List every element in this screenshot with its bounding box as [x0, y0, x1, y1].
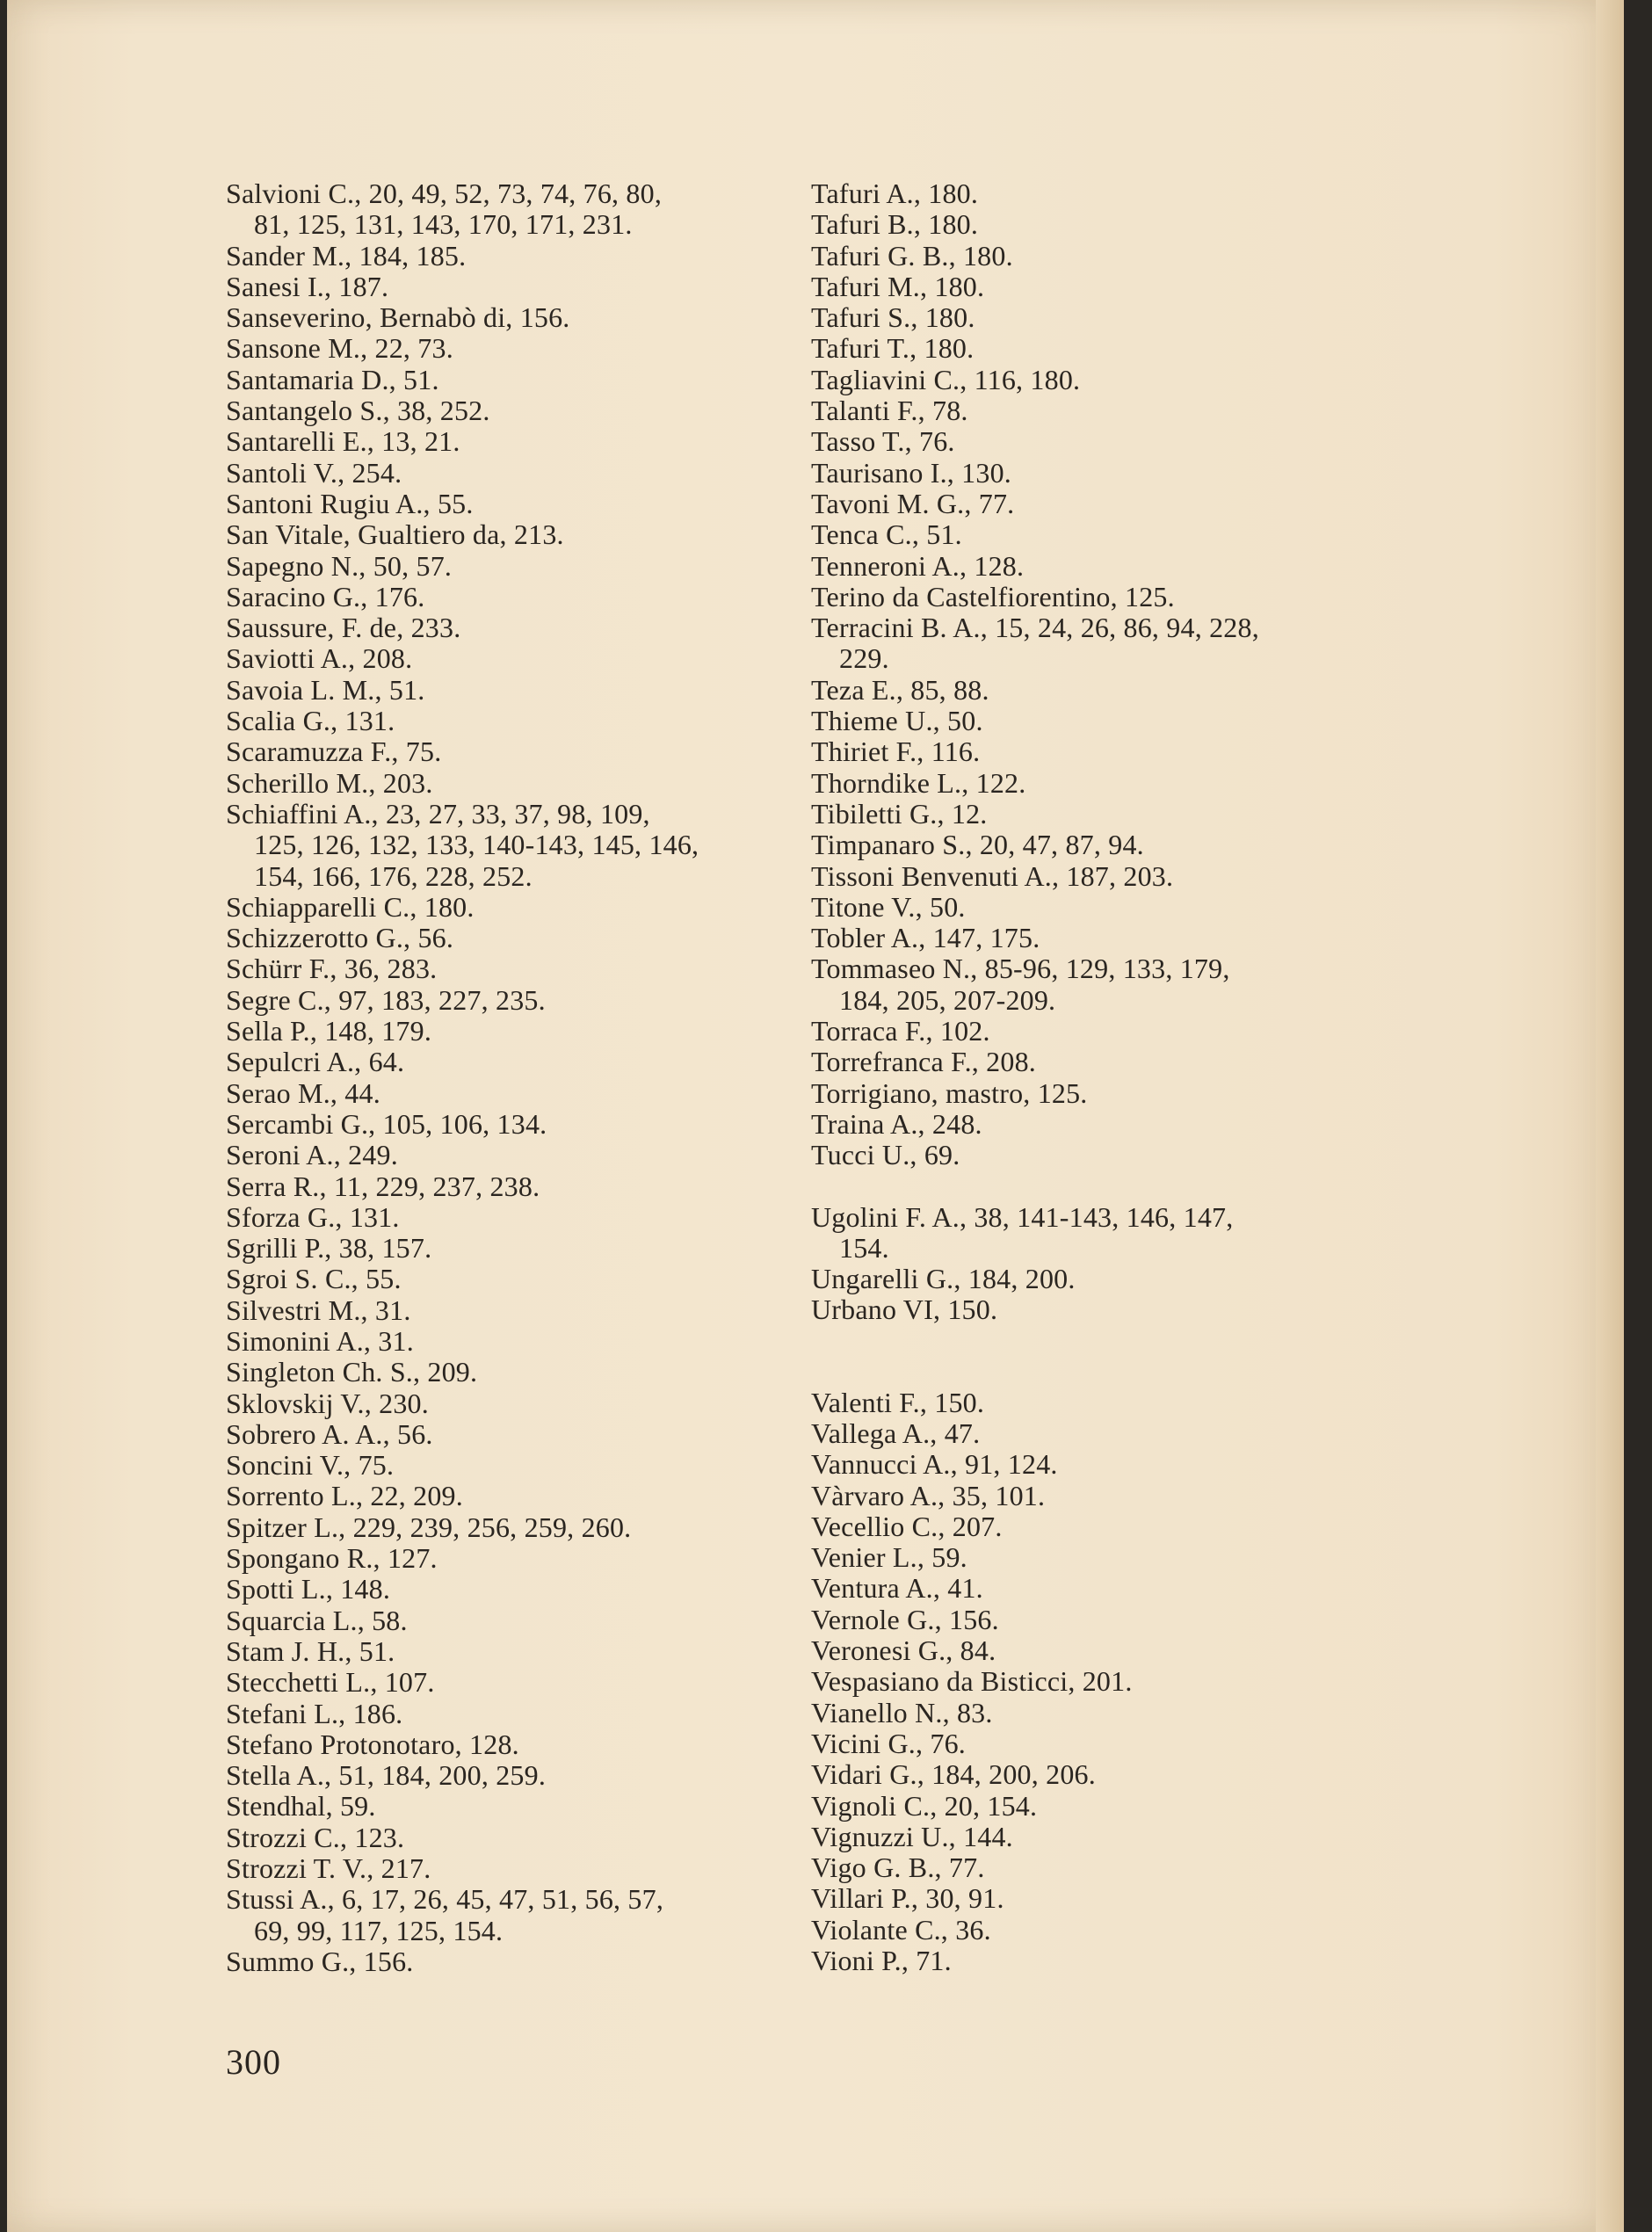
index-entry-line: Ventura A., 41.: [811, 1572, 983, 1605]
index-entry-line: Terino da Castelfiorentino, 125.: [811, 580, 1175, 612]
index-entry: [226, 706, 788, 736]
index-entry-line: Tagliavini C., 116, 180.: [811, 363, 1081, 395]
index-entry-line: Tafuri T., 180.: [811, 332, 975, 365]
index-entry: [226, 1543, 788, 1574]
index-entry: [811, 519, 1373, 550]
index-entry: [226, 1326, 788, 1357]
index-entry: [226, 1016, 788, 1047]
index-entry-line: Spitzer L., 229, 239, 256, 259, 260.: [226, 1511, 632, 1543]
index-entry-line: Tafuri S., 180.: [811, 301, 975, 334]
index-entry-line: Seroni A., 249.: [226, 1139, 398, 1171]
index-entry: [226, 736, 788, 767]
index-entry: [226, 892, 788, 923]
index-entry: [811, 1573, 1373, 1604]
index-entry-line: Saviotti A., 208.: [226, 642, 413, 675]
index-entry: [226, 768, 788, 799]
index-entry-line: Tommaseo N., 85-96, 129, 133, 179,: [811, 953, 1230, 985]
index-entry-line: Vespasiano da Bisticci, 201.: [811, 1665, 1133, 1698]
index-entry: [226, 1295, 788, 1326]
index-entry-line: Tavoni M. G., 77.: [811, 487, 1015, 519]
index-entry-line: Tucci U., 69.: [811, 1139, 960, 1171]
index-entry: [226, 458, 788, 489]
index-entry: [226, 1605, 788, 1636]
index-entry-line: Ungarelli G., 184, 200.: [811, 1263, 1076, 1295]
index-entry: [226, 1357, 788, 1388]
index-entry: [811, 736, 1373, 767]
index-entry: [811, 799, 1373, 830]
index-entry-line: Vannucci A., 91, 124.: [811, 1448, 1058, 1481]
index-entry-line: Sander M., 184, 185.: [226, 239, 467, 272]
index-entry: [811, 1449, 1373, 1480]
index-entry-line: Traina A., 248.: [811, 1107, 982, 1140]
index-entry: [811, 1791, 1373, 1822]
index-entry-line: Vallega A., 47.: [811, 1417, 981, 1449]
index-column-left: [226, 178, 788, 1977]
index-entry: [226, 1853, 788, 1884]
index-entry-line: Torrigiano, mastro, 125.: [811, 1076, 1088, 1109]
index-entry: [811, 1109, 1373, 1140]
index-entry: [226, 333, 788, 364]
index-entry: [226, 1884, 788, 1946]
index-entry: [226, 1823, 788, 1853]
index-entry: [811, 272, 1373, 302]
index-entry: [226, 1233, 788, 1264]
index-entry-line: Venier L., 59.: [811, 1541, 967, 1574]
index-entry: [811, 209, 1373, 240]
index-entry-line: Tenca C., 51.: [811, 518, 962, 551]
index-entry: [226, 302, 788, 333]
index-entry-line: Silvestri M., 31.: [226, 1294, 411, 1326]
page-number: 300: [226, 2042, 281, 2082]
index-entry: [226, 1140, 788, 1170]
index-entry: [811, 706, 1373, 736]
page-edge: [1596, 0, 1624, 2232]
index-entry: [811, 612, 1373, 675]
index-entry: [811, 551, 1373, 582]
index-entry: [226, 1636, 788, 1667]
index-entry-line: Santoni Rugiu A., 55.: [226, 487, 474, 519]
index-entry-line: Stefani L., 186.: [226, 1697, 403, 1729]
index-entry: [811, 1388, 1373, 1418]
index-entry: [811, 1822, 1373, 1852]
index-entry-line: Tafuri M., 180.: [811, 270, 985, 302]
index-entry-line: Vioni P., 71.: [811, 1945, 952, 1977]
index-entry: [226, 1388, 788, 1419]
letter-gap: [811, 1171, 1373, 1202]
index-entry-line: Soncini V., 75.: [226, 1449, 395, 1482]
index-entry: [811, 1016, 1373, 1047]
index-entry: [811, 426, 1373, 457]
index-entry: [811, 953, 1373, 1016]
index-entry: [811, 1511, 1373, 1542]
index-entry: [226, 1419, 788, 1450]
index-entry: [811, 892, 1373, 923]
letter-gap: [811, 1357, 1373, 1388]
index-entry-line: Vianello N., 83.: [811, 1696, 993, 1728]
index-entry-line: Urbano VI, 150.: [811, 1294, 998, 1326]
index-entry-line: Sorrento L., 22, 209.: [226, 1480, 463, 1512]
index-entry: [811, 1481, 1373, 1511]
index-entry: [811, 1759, 1373, 1790]
index-entry-line: Sansone M., 22, 73.: [226, 332, 453, 365]
index-entry-continuation: 184, 205, 207-209.: [839, 983, 1056, 1016]
index-entry: [226, 1667, 788, 1698]
index-entry: [226, 1481, 788, 1511]
letter-gap: [811, 1326, 1373, 1357]
index-entry: [226, 1946, 788, 1977]
index-entry-line: Vignoli C., 20, 154.: [811, 1789, 1038, 1822]
index-entry: [811, 1666, 1373, 1697]
index-entry: [226, 1078, 788, 1109]
index-entry-line: Stendhal, 59.: [226, 1790, 376, 1823]
index-entry-continuation: 69, 99, 117, 125, 154.: [254, 1914, 504, 1946]
index-entry-line: Serra R., 11, 229, 237, 238.: [226, 1170, 540, 1202]
index-entry-line: Vignuzzi U., 144.: [811, 1820, 1013, 1852]
index-entry-continuation: 81, 125, 131, 143, 170, 171, 231.: [254, 208, 633, 241]
index-entry-line: Stam J. H., 51.: [226, 1634, 395, 1667]
index-entry-line: Vecellio C., 207.: [811, 1510, 1003, 1542]
index-entry: [226, 272, 788, 302]
index-entry-line: Santarelli E., 13, 21.: [226, 425, 460, 458]
book-page: [7, 0, 1624, 2232]
index-entry-line: Sgroi S. C., 55.: [226, 1263, 402, 1295]
index-entry-line: Strozzi C., 123.: [226, 1821, 405, 1853]
index-entry: [226, 1512, 788, 1543]
index-entry: [811, 1202, 1373, 1265]
index-entry: [811, 1852, 1373, 1883]
index-entry: [811, 768, 1373, 799]
index-entry: [811, 458, 1373, 489]
index-entry-line: Titone V., 50.: [811, 890, 966, 923]
index-entry-line: Timpanaro S., 20, 47, 87, 94.: [811, 829, 1144, 861]
index-entry: [811, 1542, 1373, 1573]
index-entry-line: Salvioni C., 20, 49, 52, 73, 74, 76, 80,: [226, 178, 663, 209]
index-entry-line: Singleton Ch. S., 209.: [226, 1356, 478, 1388]
index-entry-line: Violante C., 36.: [811, 1913, 991, 1946]
index-entry: [226, 551, 788, 582]
index-entry: [226, 1109, 788, 1140]
index-entry-line: Schizzerotto G., 56.: [226, 922, 454, 954]
index-entry-line: Squarcia L., 58.: [226, 1604, 408, 1636]
index-entry-line: Sella P., 148, 179.: [226, 1015, 432, 1047]
index-entry-line: Thiriet F., 116.: [811, 736, 981, 768]
index-entry: [811, 582, 1373, 612]
index-entry: [226, 923, 788, 953]
index-entry-line: Scherillo M., 203.: [226, 766, 433, 799]
index-entry: [226, 582, 788, 612]
index-entry: [226, 799, 788, 892]
index-entry: [811, 178, 1373, 209]
index-entry-line: Segre C., 97, 183, 227, 235.: [226, 983, 546, 1016]
index-entry: [811, 1418, 1373, 1449]
index-entry-line: Stecchetti L., 107.: [226, 1666, 435, 1699]
index-entry-line: Vigo G. B., 77.: [811, 1852, 985, 1884]
index-entry: [811, 1883, 1373, 1914]
index-entry-line: Serao M., 44.: [226, 1076, 380, 1109]
index-entry: [811, 1728, 1373, 1759]
index-entry: [811, 1605, 1373, 1635]
index-entry-line: Santoli V., 254.: [226, 456, 402, 489]
index-entry: [811, 1078, 1373, 1109]
index-entry: [811, 1698, 1373, 1728]
index-entry: [811, 365, 1373, 395]
index-entry: [811, 1915, 1373, 1946]
index-entry: [811, 489, 1373, 519]
index-entry: [811, 333, 1373, 364]
index-entry-line: Sercambi G., 105, 106, 134.: [226, 1107, 547, 1140]
index-entry: [811, 861, 1373, 892]
index-entry: [226, 675, 788, 706]
index-entry: [226, 953, 788, 984]
index-entry-line: Ugolini F. A., 38, 141-143, 146, 147,: [811, 1200, 1234, 1233]
index-entry-line: Torrefranca F., 208.: [811, 1046, 1036, 1078]
index-entry-line: Schürr F., 36, 283.: [226, 953, 438, 985]
index-entry-line: Taurisano I., 130.: [811, 456, 1011, 489]
index-entry-line: Sobrero A. A., 56.: [226, 1417, 433, 1450]
index-entry-line: Tasso T., 76.: [811, 425, 955, 458]
index-entry: [811, 241, 1373, 272]
index-entry-line: Tobler A., 147, 175.: [811, 922, 1040, 954]
index-entry-line: Thieme U., 50.: [811, 705, 983, 737]
index-entry: [226, 365, 788, 395]
index-entry-line: Thorndike L., 122.: [811, 766, 1026, 799]
index-entry-line: Santamaria D., 51.: [226, 363, 439, 395]
index-entry: [811, 302, 1373, 333]
index-entry: [226, 1450, 788, 1481]
index-entry: [811, 1635, 1373, 1666]
index-entry: [226, 1264, 788, 1294]
index-entry-line: Simonini A., 31.: [226, 1324, 414, 1357]
index-entry: [226, 241, 788, 272]
index-column-right: [811, 178, 1373, 1976]
index-entry-line: Sapegno N., 50, 57.: [226, 549, 453, 582]
index-entry: [811, 395, 1373, 426]
index-entry-line: Vàrvaro A., 35, 101.: [811, 1479, 1046, 1511]
index-entry: [811, 923, 1373, 953]
index-entry-line: Teza E., 85, 88.: [811, 673, 989, 706]
index-entry-line: Savoia L. M., 51.: [226, 673, 425, 706]
index-entry-line: San Vitale, Gualtiero da, 213.: [226, 518, 564, 551]
index-entry-line: Terracini B. A., 15, 24, 26, 86, 94, 228,: [811, 612, 1259, 644]
index-entry: [811, 1946, 1373, 1976]
index-entry-continuation: 229.: [839, 642, 889, 675]
index-entry-line: Strozzi T. V., 217.: [226, 1852, 431, 1885]
index-entry-line: Sanseverino, Bernabò di, 156.: [226, 301, 570, 334]
index-entry-line: Santangelo S., 38, 252.: [226, 395, 490, 427]
index-entry: [811, 1047, 1373, 1077]
index-entry: [226, 612, 788, 643]
index-entry: [811, 1294, 1373, 1325]
index-entry-line: Scaramuzza F., 75.: [226, 736, 442, 768]
index-entry: [226, 1047, 788, 1077]
index-entry-line: Tafuri B., 180.: [811, 208, 979, 241]
index-entry-line: Spongano R., 127.: [226, 1542, 438, 1575]
index-entry: [811, 675, 1373, 706]
index-entry: [226, 426, 788, 457]
index-entry: [226, 643, 788, 674]
index-entry-line: Vicini G., 76.: [811, 1727, 966, 1759]
index-entry-line: Vidari G., 184, 200, 206.: [811, 1758, 1096, 1791]
index-entry: [226, 1791, 788, 1822]
index-entry-line: Vernole G., 156.: [811, 1603, 999, 1635]
index-entry-line: Saussure, F. de, 233.: [226, 612, 461, 644]
index-entry-line: Villari P., 30, 91.: [811, 1882, 1004, 1915]
index-entry-line: Stussi A., 6, 17, 26, 45, 47, 51, 56, 57,: [226, 1883, 664, 1916]
index-entry: [226, 1202, 788, 1233]
index-entry-continuation: 154.: [839, 1231, 889, 1264]
index-entry-line: Torraca F., 102.: [811, 1015, 990, 1047]
index-entry-line: Sanesi I., 187.: [226, 270, 389, 302]
index-entry-line: Tenneroni A., 128.: [811, 549, 1025, 582]
index-entry-line: Tafuri A., 180.: [811, 178, 979, 209]
index-entry-line: Spotti L., 148.: [226, 1573, 391, 1605]
index-entry: [226, 1729, 788, 1760]
index-entry-line: Talanti F., 78.: [811, 395, 968, 427]
index-entry-line: Sforza G., 131.: [226, 1200, 400, 1233]
index-entry: [811, 1140, 1373, 1170]
index-entry-line: Sklovskij V., 230.: [226, 1387, 429, 1419]
index-entry-line: Sepulcri A., 64.: [226, 1046, 405, 1078]
index-entry-line: Tissoni Benvenuti A., 187, 203.: [811, 859, 1174, 892]
index-entry-line: Tafuri G. B., 180.: [811, 239, 1013, 272]
index-entry: [226, 985, 788, 1016]
index-entry-line: Summo G., 156.: [226, 1945, 414, 1977]
index-entry-line: Scalia G., 131.: [226, 705, 395, 737]
index-entry-continuation: 125, 126, 132, 133, 140-143, 145, 146,: [254, 829, 699, 861]
index-entry-line: Schiapparelli C., 180.: [226, 890, 475, 923]
index-entry-line: Sgrilli P., 38, 157.: [226, 1232, 432, 1265]
index-entry: [226, 1699, 788, 1729]
index-entry: [226, 1760, 788, 1791]
index-entry: [226, 489, 788, 519]
index-entry: [226, 1171, 788, 1202]
index-entry: [226, 395, 788, 426]
index-entry-line: Schiaffini A., 23, 27, 33, 37, 98, 109,: [226, 797, 650, 830]
index-entry-line: Valenti F., 150.: [811, 1386, 985, 1418]
index-entry-line: Saracino G., 176.: [226, 580, 425, 612]
index-entry-line: Stefano Protonotaro, 128.: [226, 1728, 519, 1760]
index-entry-continuation: 154, 166, 176, 228, 252.: [254, 859, 533, 892]
index-entry: [226, 178, 788, 241]
index-entry: [226, 1574, 788, 1605]
index-entry: [226, 519, 788, 550]
index-entry: [811, 830, 1373, 860]
index-entry-line: Veronesi G., 84.: [811, 1634, 996, 1667]
index-entry-line: Stella A., 51, 184, 200, 259.: [226, 1759, 547, 1792]
index-entry: [811, 1264, 1373, 1294]
index-entry-line: Tibiletti G., 12.: [811, 797, 988, 830]
